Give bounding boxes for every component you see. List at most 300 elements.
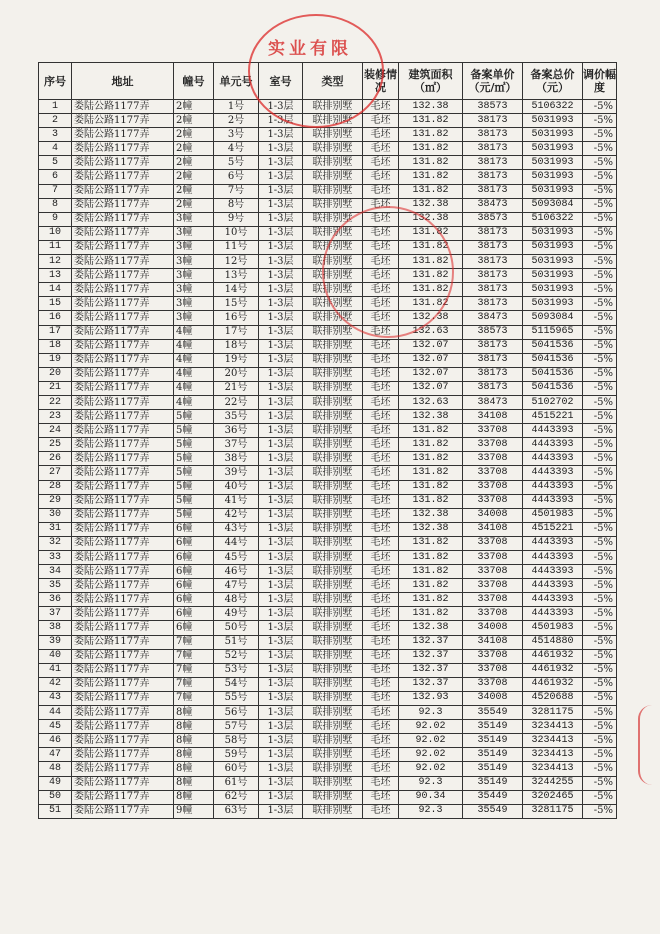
row-unit: 10号 (214, 226, 259, 240)
row-floor: 1-3层 (259, 339, 303, 353)
row-address: 娄陆公路1177弄 (72, 522, 174, 536)
row-total-price: 4515221 (523, 522, 583, 536)
row-floor: 1-3层 (259, 607, 303, 621)
row-building: 7幢 (174, 649, 214, 663)
row-area: 131.82 (399, 579, 463, 593)
row-address: 娄陆公路1177弄 (72, 480, 174, 494)
table-row (39, 395, 617, 409)
row-total-price: 5093084 (523, 198, 583, 212)
row-adjust: -5% (583, 607, 617, 621)
row-decoration: 毛坯 (363, 790, 399, 804)
row-address: 娄陆公路1177弄 (72, 776, 174, 790)
row-adjust: -5% (583, 565, 617, 579)
row-area: 92.02 (399, 720, 463, 734)
row-seq: 32 (39, 536, 72, 550)
row-area: 131.82 (399, 438, 463, 452)
row-total-price: 5031993 (523, 297, 583, 311)
row-unit: 45号 (214, 551, 259, 565)
row-area: 131.82 (399, 156, 463, 170)
table-row (39, 212, 617, 226)
row-total-price: 5031993 (523, 255, 583, 269)
row-area: 131.82 (399, 297, 463, 311)
row-total-price: 5031993 (523, 184, 583, 198)
row-area: 131.82 (399, 240, 463, 254)
row-area: 132.38 (399, 212, 463, 226)
table-row (39, 438, 617, 452)
row-unit: 15号 (214, 297, 259, 311)
row-unit-price: 35549 (463, 706, 523, 720)
row-address: 娄陆公路1177弄 (72, 395, 174, 409)
row-unit-price: 35149 (463, 776, 523, 790)
row-decoration: 毛坯 (363, 536, 399, 550)
row-seq: 44 (39, 706, 72, 720)
row-type: 联排别墅 (303, 325, 363, 339)
row-building: 6幢 (174, 522, 214, 536)
row-adjust: -5% (583, 663, 617, 677)
row-address: 娄陆公路1177弄 (72, 635, 174, 649)
row-address: 娄陆公路1177弄 (72, 311, 174, 325)
row-total-price: 5031993 (523, 128, 583, 142)
row-building: 7幢 (174, 663, 214, 677)
row-area: 131.82 (399, 255, 463, 269)
row-seq: 39 (39, 635, 72, 649)
table-row (39, 663, 617, 677)
row-building: 5幢 (174, 452, 214, 466)
row-floor: 1-3层 (259, 635, 303, 649)
row-building: 4幢 (174, 325, 214, 339)
row-decoration: 毛坯 (363, 522, 399, 536)
row-building: 2幢 (174, 198, 214, 212)
row-seq: 4 (39, 142, 72, 156)
row-building: 3幢 (174, 212, 214, 226)
row-total-price: 4461932 (523, 649, 583, 663)
row-decoration: 毛坯 (363, 395, 399, 409)
row-address: 娄陆公路1177弄 (72, 691, 174, 705)
row-building: 8幢 (174, 720, 214, 734)
row-total-price: 5031993 (523, 269, 583, 283)
row-building: 6幢 (174, 565, 214, 579)
row-unit: 20号 (214, 367, 259, 381)
row-building: 7幢 (174, 635, 214, 649)
row-unit: 49号 (214, 607, 259, 621)
row-adjust: -5% (583, 593, 617, 607)
row-total-price: 4520688 (523, 691, 583, 705)
row-building: 5幢 (174, 424, 214, 438)
row-type: 联排别墅 (303, 649, 363, 663)
row-total-price: 3202465 (523, 790, 583, 804)
row-seq: 49 (39, 776, 72, 790)
row-total-price: 3244255 (523, 776, 583, 790)
row-adjust: -5% (583, 424, 617, 438)
row-adjust: -5% (583, 395, 617, 409)
row-seq: 41 (39, 663, 72, 677)
table-row (39, 142, 617, 156)
row-address: 娄陆公路1177弄 (72, 593, 174, 607)
header-seq: 序号 (39, 63, 72, 100)
row-seq: 45 (39, 720, 72, 734)
row-total-price: 4443393 (523, 551, 583, 565)
row-adjust: -5% (583, 325, 617, 339)
table-row (39, 128, 617, 142)
row-floor: 1-3层 (259, 480, 303, 494)
row-floor: 1-3层 (259, 142, 303, 156)
row-seq: 36 (39, 593, 72, 607)
row-building: 8幢 (174, 748, 214, 762)
row-floor: 1-3层 (259, 452, 303, 466)
table-row (39, 198, 617, 212)
row-decoration: 毛坯 (363, 635, 399, 649)
row-decoration: 毛坯 (363, 579, 399, 593)
row-decoration: 毛坯 (363, 184, 399, 198)
row-unit-price: 38173 (463, 226, 523, 240)
row-unit: 7号 (214, 184, 259, 198)
row-address: 娄陆公路1177弄 (72, 621, 174, 635)
row-type: 联排别墅 (303, 114, 363, 128)
row-unit-price: 38173 (463, 381, 523, 395)
row-unit: 12号 (214, 255, 259, 269)
header-decoration: 装修情况 (363, 63, 399, 100)
row-building: 3幢 (174, 311, 214, 325)
row-adjust: -5% (583, 311, 617, 325)
row-area: 131.82 (399, 226, 463, 240)
row-seq: 20 (39, 367, 72, 381)
row-seq: 35 (39, 579, 72, 593)
row-decoration: 毛坯 (363, 212, 399, 226)
row-unit-price: 38173 (463, 255, 523, 269)
row-type: 联排别墅 (303, 466, 363, 480)
row-decoration: 毛坯 (363, 198, 399, 212)
header-unit-price: 备案单价（元/㎡） (463, 63, 523, 100)
row-unit: 1号 (214, 100, 259, 114)
row-adjust: -5% (583, 720, 617, 734)
row-unit: 36号 (214, 424, 259, 438)
row-adjust: -5% (583, 734, 617, 748)
row-unit-price: 34108 (463, 635, 523, 649)
table-row (39, 677, 617, 691)
row-adjust: -5% (583, 283, 617, 297)
table-row (39, 339, 617, 353)
row-area: 92.02 (399, 734, 463, 748)
row-decoration: 毛坯 (363, 677, 399, 691)
row-seq: 5 (39, 156, 72, 170)
row-decoration: 毛坯 (363, 621, 399, 635)
row-floor: 1-3层 (259, 508, 303, 522)
row-adjust: -5% (583, 339, 617, 353)
row-unit: 35号 (214, 410, 259, 424)
row-unit-price: 34008 (463, 508, 523, 522)
row-adjust: -5% (583, 635, 617, 649)
row-building: 6幢 (174, 607, 214, 621)
row-address: 娄陆公路1177弄 (72, 536, 174, 550)
row-adjust: -5% (583, 691, 617, 705)
row-decoration: 毛坯 (363, 663, 399, 677)
row-seq: 8 (39, 198, 72, 212)
table-row (39, 565, 617, 579)
row-unit-price: 33708 (463, 593, 523, 607)
housing-price-table (38, 62, 617, 819)
row-total-price: 4501983 (523, 621, 583, 635)
row-type: 联排别墅 (303, 240, 363, 254)
row-building: 5幢 (174, 494, 214, 508)
row-unit: 55号 (214, 691, 259, 705)
row-adjust: -5% (583, 128, 617, 142)
row-type: 联排别墅 (303, 395, 363, 409)
row-type: 联排别墅 (303, 311, 363, 325)
row-decoration: 毛坯 (363, 706, 399, 720)
table-header-row (39, 63, 617, 100)
row-total-price: 4443393 (523, 424, 583, 438)
row-address: 娄陆公路1177弄 (72, 212, 174, 226)
row-type: 联排别墅 (303, 508, 363, 522)
row-seq: 40 (39, 649, 72, 663)
row-type: 联排别墅 (303, 790, 363, 804)
row-adjust: -5% (583, 184, 617, 198)
row-type: 联排别墅 (303, 593, 363, 607)
row-building: 6幢 (174, 536, 214, 550)
row-address: 娄陆公路1177弄 (72, 579, 174, 593)
row-total-price: 5041536 (523, 353, 583, 367)
row-adjust: -5% (583, 776, 617, 790)
row-type: 联排别墅 (303, 494, 363, 508)
row-unit: 51号 (214, 635, 259, 649)
row-building: 2幢 (174, 142, 214, 156)
row-area: 132.93 (399, 691, 463, 705)
header-unit: 单元号 (214, 63, 259, 100)
row-total-price: 4443393 (523, 480, 583, 494)
row-address: 娄陆公路1177弄 (72, 720, 174, 734)
row-decoration: 毛坯 (363, 508, 399, 522)
row-decoration: 毛坯 (363, 593, 399, 607)
row-decoration: 毛坯 (363, 283, 399, 297)
row-adjust: -5% (583, 156, 617, 170)
table-row (39, 734, 617, 748)
row-unit: 50号 (214, 621, 259, 635)
row-unit-price: 35149 (463, 762, 523, 776)
row-type: 联排别墅 (303, 226, 363, 240)
row-address: 娄陆公路1177弄 (72, 367, 174, 381)
row-area: 92.02 (399, 748, 463, 762)
row-area: 131.82 (399, 114, 463, 128)
row-decoration: 毛坯 (363, 494, 399, 508)
table-row (39, 297, 617, 311)
row-decoration: 毛坯 (363, 381, 399, 395)
table-row (39, 480, 617, 494)
row-address: 娄陆公路1177弄 (72, 325, 174, 339)
row-type: 联排别墅 (303, 565, 363, 579)
table-row (39, 367, 617, 381)
row-area: 132.38 (399, 198, 463, 212)
row-address: 娄陆公路1177弄 (72, 381, 174, 395)
row-type: 联排别墅 (303, 156, 363, 170)
row-unit: 19号 (214, 353, 259, 367)
row-type: 联排别墅 (303, 776, 363, 790)
row-floor: 1-3层 (259, 184, 303, 198)
row-seq: 24 (39, 424, 72, 438)
row-address: 娄陆公路1177弄 (72, 100, 174, 114)
row-seq: 15 (39, 297, 72, 311)
row-type: 联排别墅 (303, 480, 363, 494)
table-row (39, 762, 617, 776)
row-building: 2幢 (174, 128, 214, 142)
row-adjust: -5% (583, 269, 617, 283)
row-adjust: -5% (583, 536, 617, 550)
row-building: 8幢 (174, 762, 214, 776)
table-row (39, 424, 617, 438)
row-building: 2幢 (174, 184, 214, 198)
row-unit-price: 34008 (463, 621, 523, 635)
row-building: 3幢 (174, 269, 214, 283)
row-building: 8幢 (174, 706, 214, 720)
row-type: 联排别墅 (303, 353, 363, 367)
table-row (39, 635, 617, 649)
row-building: 2幢 (174, 100, 214, 114)
row-adjust: -5% (583, 410, 617, 424)
row-seq: 10 (39, 226, 72, 240)
row-type: 联排别墅 (303, 522, 363, 536)
row-type: 联排别墅 (303, 424, 363, 438)
row-seq: 38 (39, 621, 72, 635)
row-unit-price: 33708 (463, 494, 523, 508)
row-address: 娄陆公路1177弄 (72, 508, 174, 522)
row-total-price: 4501983 (523, 508, 583, 522)
row-type: 联排别墅 (303, 691, 363, 705)
row-floor: 1-3层 (259, 353, 303, 367)
row-total-price: 5102702 (523, 395, 583, 409)
row-decoration: 毛坯 (363, 142, 399, 156)
row-type: 联排别墅 (303, 212, 363, 226)
table-row (39, 720, 617, 734)
row-type: 联排别墅 (303, 142, 363, 156)
row-total-price: 5031993 (523, 142, 583, 156)
row-unit: 39号 (214, 466, 259, 480)
table-row (39, 466, 617, 480)
row-unit: 21号 (214, 381, 259, 395)
row-building: 6幢 (174, 621, 214, 635)
row-floor: 1-3层 (259, 804, 303, 818)
row-unit-price: 35149 (463, 748, 523, 762)
row-adjust: -5% (583, 142, 617, 156)
row-total-price: 3281175 (523, 706, 583, 720)
row-unit-price: 33708 (463, 466, 523, 480)
row-seq: 9 (39, 212, 72, 226)
row-adjust: -5% (583, 452, 617, 466)
row-seq: 16 (39, 311, 72, 325)
row-unit-price: 38173 (463, 156, 523, 170)
row-address: 娄陆公路1177弄 (72, 226, 174, 240)
row-floor: 1-3层 (259, 649, 303, 663)
row-unit-price: 33708 (463, 607, 523, 621)
row-floor: 1-3层 (259, 522, 303, 536)
row-unit: 44号 (214, 536, 259, 550)
row-area: 132.07 (399, 339, 463, 353)
row-seq: 29 (39, 494, 72, 508)
row-total-price: 4443393 (523, 494, 583, 508)
row-adjust: -5% (583, 255, 617, 269)
row-unit: 57号 (214, 720, 259, 734)
row-unit: 47号 (214, 579, 259, 593)
row-address: 娄陆公路1177弄 (72, 255, 174, 269)
table-row (39, 706, 617, 720)
row-area: 132.63 (399, 395, 463, 409)
row-address: 娄陆公路1177弄 (72, 494, 174, 508)
row-seq: 31 (39, 522, 72, 536)
header-building: 幢号 (174, 63, 214, 100)
row-decoration: 毛坯 (363, 551, 399, 565)
row-area: 131.82 (399, 128, 463, 142)
row-unit-price: 33708 (463, 480, 523, 494)
row-address: 娄陆公路1177弄 (72, 551, 174, 565)
row-floor: 1-3层 (259, 734, 303, 748)
row-unit: 54号 (214, 677, 259, 691)
row-building: 5幢 (174, 410, 214, 424)
header-type: 类型 (303, 63, 363, 100)
table-row (39, 452, 617, 466)
row-address: 娄陆公路1177弄 (72, 198, 174, 212)
row-adjust: -5% (583, 790, 617, 804)
row-building: 9幢 (174, 804, 214, 818)
row-seq: 23 (39, 410, 72, 424)
row-building: 5幢 (174, 508, 214, 522)
row-area: 131.82 (399, 466, 463, 480)
row-unit-price: 38173 (463, 142, 523, 156)
row-unit-price: 38173 (463, 367, 523, 381)
row-unit-price: 33708 (463, 663, 523, 677)
row-seq: 7 (39, 184, 72, 198)
table-row (39, 283, 617, 297)
row-adjust: -5% (583, 706, 617, 720)
row-adjust: -5% (583, 367, 617, 381)
row-decoration: 毛坯 (363, 325, 399, 339)
row-decoration: 毛坯 (363, 691, 399, 705)
row-address: 娄陆公路1177弄 (72, 607, 174, 621)
row-address: 娄陆公路1177弄 (72, 128, 174, 142)
row-seq: 46 (39, 734, 72, 748)
row-total-price: 4461932 (523, 663, 583, 677)
row-type: 联排别墅 (303, 438, 363, 452)
row-adjust: -5% (583, 677, 617, 691)
row-seq: 18 (39, 339, 72, 353)
row-unit: 8号 (214, 198, 259, 212)
row-total-price: 5031993 (523, 240, 583, 254)
row-area: 131.82 (399, 593, 463, 607)
row-type: 联排别墅 (303, 339, 363, 353)
row-unit-price: 38173 (463, 128, 523, 142)
row-floor: 1-3层 (259, 170, 303, 184)
row-decoration: 毛坯 (363, 353, 399, 367)
row-unit: 38号 (214, 452, 259, 466)
row-unit: 2号 (214, 114, 259, 128)
table-row (39, 748, 617, 762)
row-type: 联排别墅 (303, 663, 363, 677)
row-building: 4幢 (174, 339, 214, 353)
row-address: 娄陆公路1177弄 (72, 762, 174, 776)
row-adjust: -5% (583, 551, 617, 565)
row-seq: 51 (39, 804, 72, 818)
row-decoration: 毛坯 (363, 762, 399, 776)
table-row (39, 508, 617, 522)
row-type: 联排别墅 (303, 170, 363, 184)
row-building: 7幢 (174, 691, 214, 705)
row-floor: 1-3层 (259, 381, 303, 395)
row-adjust: -5% (583, 353, 617, 367)
row-address: 娄陆公路1177弄 (72, 438, 174, 452)
row-total-price: 4461932 (523, 677, 583, 691)
row-total-price: 3234413 (523, 734, 583, 748)
row-type: 联排别墅 (303, 297, 363, 311)
row-address: 娄陆公路1177弄 (72, 663, 174, 677)
row-total-price: 4514880 (523, 635, 583, 649)
row-area: 132.37 (399, 663, 463, 677)
